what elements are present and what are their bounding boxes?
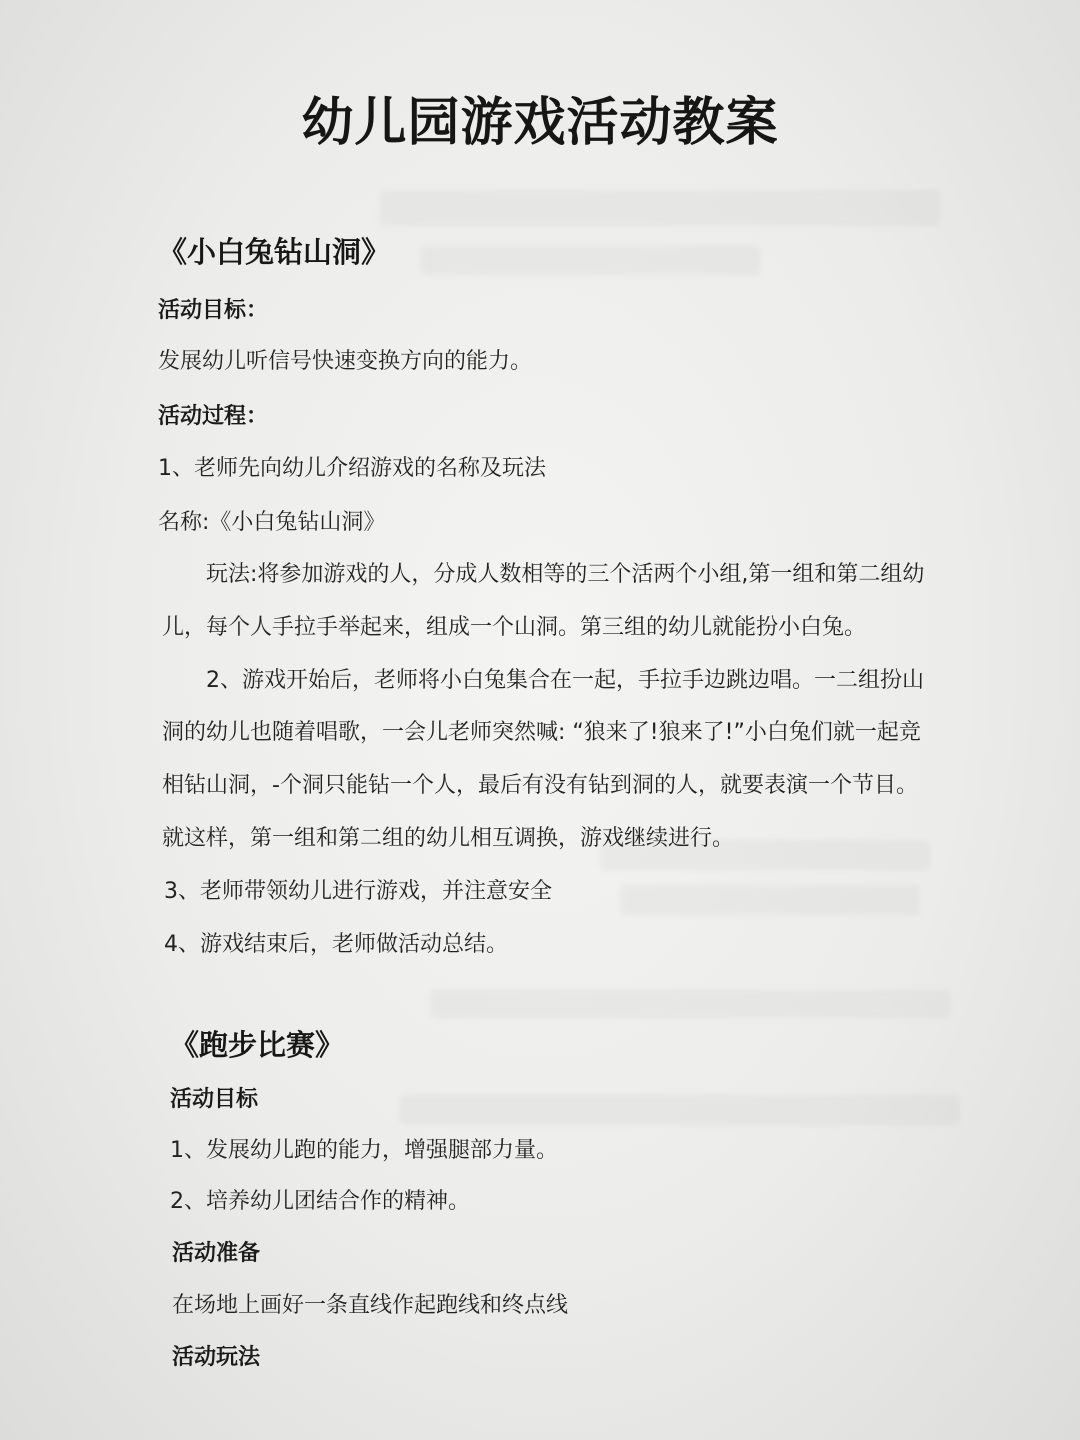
show-through-shadow — [380, 190, 940, 226]
process-line: 名称:《小白兔钻山洞》 — [158, 510, 386, 535]
process-line: 儿，每个人手拉手举起来，组成一个山洞。第三组的幼儿就能扮小白兔。 — [162, 615, 867, 640]
process-line: 2、游戏开始后，老师将小白兔集合在一起，手拉手边跳边唱。一二组扮山 — [206, 668, 924, 693]
play-label: 活动玩法 — [172, 1345, 261, 1370]
show-through-shadow — [400, 1095, 960, 1125]
process-line: 相钻山洞，-个洞只能钻一个人，最后有没有钻到洞的人，就要表演一个节目。 — [162, 773, 918, 798]
goal-label: 活动目标： — [158, 298, 269, 323]
process-line: 3、老师带领幼儿进行游戏，并注意安全 — [164, 879, 552, 904]
goal-label: 活动目标 — [170, 1087, 259, 1112]
section-heading: 《跑步比赛》 — [170, 1028, 345, 1062]
section-heading: 《小白兔钻山洞》 — [158, 235, 391, 269]
document-title: 幼儿园游戏活动教案 — [301, 93, 779, 153]
process-label: 活动过程： — [158, 404, 269, 429]
show-through-shadow — [420, 245, 760, 275]
goal-item: 1、发展幼儿跑的能力，增强腿部力量。 — [170, 1138, 558, 1163]
process-line: 玩法:将参加游戏的人，分成人数相等的三个活两个小组,第一组和第二组幼 — [206, 562, 925, 587]
prep-label: 活动准备 — [172, 1241, 261, 1266]
process-line: 洞的幼儿也随着唱歌，一会儿老师突然喊: “狼来了!狼来了!”小白兔们就一起竞 — [162, 720, 921, 745]
process-line: 1、老师先向幼儿介绍游戏的名称及玩法 — [158, 456, 546, 481]
goal-text: 发展幼儿听信号快速变换方向的能力。 — [158, 349, 533, 374]
process-line: 就这样，第一组和第二组的幼儿相互调换，游戏继续进行。 — [162, 826, 735, 851]
show-through-shadow — [620, 885, 920, 915]
goal-item: 2、培养幼儿团结合作的精神。 — [170, 1189, 470, 1214]
prep-text: 在场地上画好一条直线作起跑线和终点线 — [172, 1293, 569, 1318]
show-through-shadow — [430, 990, 950, 1018]
process-line: 4、游戏结束后，老师做活动总结。 — [164, 932, 508, 957]
